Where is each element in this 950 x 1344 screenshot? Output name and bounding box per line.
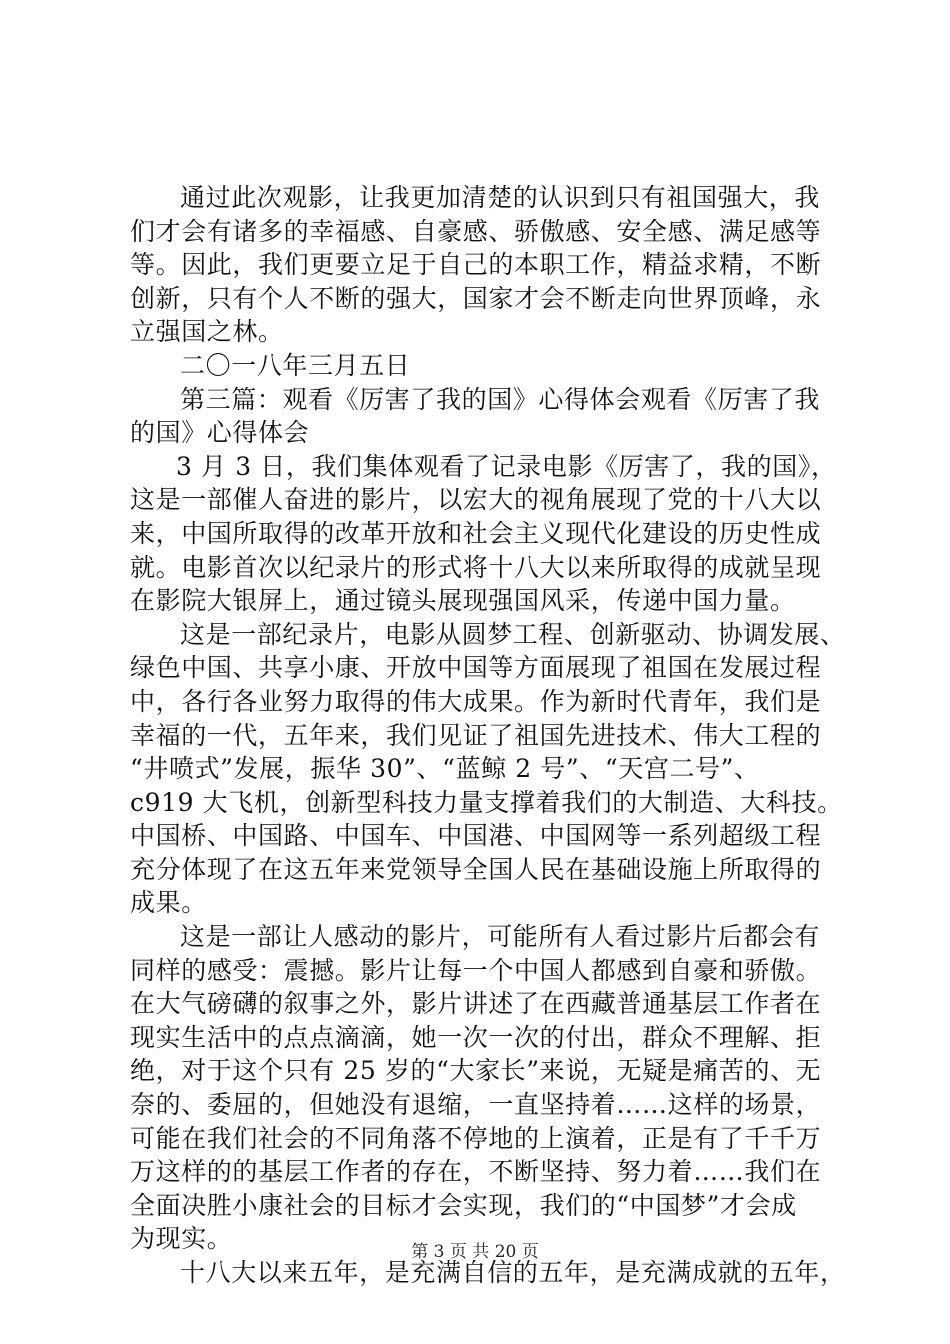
- paragraph-line: 为现实。: [130, 1224, 233, 1254]
- paragraph-line: 绿色中国、共享小康、开放中国等方面展现了祖国在发展过程: [130, 653, 822, 683]
- paragraph-line: 中国桥、中国路、中国车、中国港、中国网等一系列超级工程: [130, 821, 822, 851]
- paragraph-line: 3 月 3 日，我们集体观看了记录电影《厉害了，我的国》，: [176, 451, 837, 481]
- paragraph-line: 在大气磅礴的叙事之外，影片讲述了在西藏普通基层工作者在: [130, 989, 822, 1019]
- page-footer: 第 3 页 共 20 页: [411, 1242, 539, 1262]
- section-title-line: 第三篇：观看《厉害了我的国》心得体会观看《厉害了我: [180, 384, 821, 414]
- paragraph-line: 这是一部催人奋进的影片，以宏大的视角展现了党的十八大以: [130, 485, 822, 515]
- date-line: 二〇一八年三月五日: [180, 350, 411, 380]
- paragraph-line: 奈的、委屈的，但她没有退缩，一直坚持着……这样的场景，: [130, 1090, 822, 1120]
- paragraph-line: 绝，对于这个只有 25 岁的“大家长”来说，无疑是痛苦的、无: [130, 1056, 822, 1086]
- paragraph-line: c919 大飞机，创新型科技力量支撑着我们的大制造、大科技。: [130, 787, 843, 817]
- paragraph-line: “井喷式”发展，振华 30”、“蓝鲸 2 号”、“天宫二号”、: [130, 754, 760, 784]
- paragraph-line: 们才会有诸多的幸福感、自豪感、骄傲感、安全感、满足感等: [130, 216, 822, 246]
- paragraph-line: 充分体现了在这五年来党领导全国人民在基础设施上所取得的: [130, 854, 822, 884]
- paragraph-line: 成果。: [130, 888, 207, 918]
- paragraph-line: 这是一部纪录片，电影从圆梦工程、创新驱动、协调发展、: [180, 619, 846, 649]
- paragraph-line: 立强国之林。: [130, 317, 284, 347]
- paragraph-line: 现实生活中的点点滴滴，她一次一次的付出，群众不理解、拒: [130, 1022, 822, 1052]
- paragraph-line: 万这样的的基层工作者的存在，不断坚持、努力着……我们在: [130, 1157, 822, 1187]
- paragraph-line: 就。电影首次以纪录片的形式将十八大以来所取得的成就呈现: [130, 552, 822, 582]
- document-body: [130, 181, 846, 1290]
- section-title-line: 的国》心得体会: [130, 418, 310, 448]
- paragraph-line: 十八大以来五年，是充满自信的五年，是充满成就的五年，: [180, 1258, 846, 1287]
- paragraph-line: 创新，只有个人不断的强大，国家才会不断走向世界顶峰，永: [130, 283, 822, 313]
- paragraph-line: 中，各行各业努力取得的伟大成果。作为新时代青年，我们是: [130, 686, 822, 716]
- paragraph-line: 全面决胜小康社会的目标才会实现，我们的“中国梦”才会成: [130, 1190, 797, 1220]
- paragraph-line: 在影院大银屏上，通过镜头展现强国风采，传递中国力量。: [130, 586, 796, 616]
- paragraph-line: 来，中国所取得的改革开放和社会主义现代化建设的历史性成: [130, 518, 822, 548]
- paragraph-line: 可能在我们社会的不同角落不停地的上演着，正是有了千千万: [130, 1123, 822, 1153]
- paragraph-line: 这是一部让人感动的影片，可能所有人看过影片后都会有: [180, 922, 821, 952]
- paragraph-line: 通过此次观影，让我更加清楚的认识到只有祖国强大，我: [180, 183, 821, 212]
- paragraph-line: 同样的感受：震撼。影片让每一个中国人都感到自豪和骄傲。: [130, 955, 822, 985]
- paragraph-line: 幸福的一代，五年来，我们见证了祖国先进技术、伟大工程的: [130, 720, 822, 750]
- paragraph-line: 等。因此，我们更要立足于自己的本职工作，精益求精，不断: [130, 250, 822, 280]
